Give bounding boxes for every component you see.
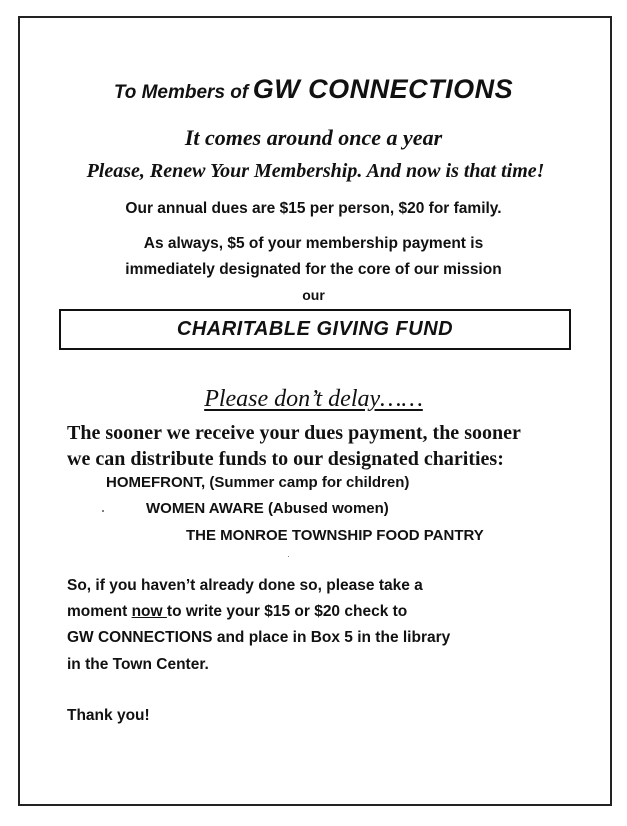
closing-line-4: in the Town Center. bbox=[67, 656, 209, 673]
closing-line-2-start: moment bbox=[67, 603, 132, 620]
thank-you-text: Thank you! bbox=[67, 707, 150, 724]
org-name: GW CONNECTIONS bbox=[252, 74, 514, 104]
sooner-line-1: The sooner we receive your dues payment, the sooner bbox=[67, 422, 521, 444]
mission-line-3: our bbox=[302, 287, 325, 303]
scan-speck bbox=[102, 510, 104, 512]
page-title bbox=[0, 74, 627, 105]
closing-line-3: GW CONNECTIONS and place in Box 5 in the library bbox=[67, 629, 451, 646]
dues-text: Our annual dues are $15 per person, $20 for family. bbox=[125, 200, 502, 217]
charitable-fund-name: CHARITABLE GIVING FUND bbox=[176, 318, 454, 340]
scan-speck bbox=[288, 556, 289, 557]
now-emphasis: now bbox=[131, 603, 167, 620]
mission-line-2: immediately designated for the core of our mission bbox=[125, 261, 502, 278]
charity-item-3: THE MONROE TOWNSHIP FOOD PANTRY bbox=[186, 527, 484, 544]
intro-line-1: It comes around once a year bbox=[184, 125, 443, 150]
mission-line-1: As always, $5 of your membership payment is bbox=[143, 235, 484, 252]
charity-item-1: HOMEFRONT, (Summer camp for children) bbox=[106, 474, 410, 491]
intro-line-2: Please, Renew Your Membership. And now is that time! bbox=[86, 160, 545, 182]
closing-line-2 bbox=[67, 603, 407, 621]
sooner-line-2: we can distribute funds to our designated charities: bbox=[67, 448, 504, 470]
charity-item-2: WOMEN AWARE (Abused women) bbox=[146, 500, 389, 517]
delay-heading: Please don’t delay…… bbox=[204, 386, 423, 412]
closing-line-2-end: to write your $15 or $20 check to bbox=[166, 603, 408, 620]
closing-line-1: So, if you haven’t already done so, please take a bbox=[67, 577, 423, 594]
charitable-fund-box bbox=[59, 309, 571, 350]
title-prefix: To Members of bbox=[113, 82, 249, 103]
